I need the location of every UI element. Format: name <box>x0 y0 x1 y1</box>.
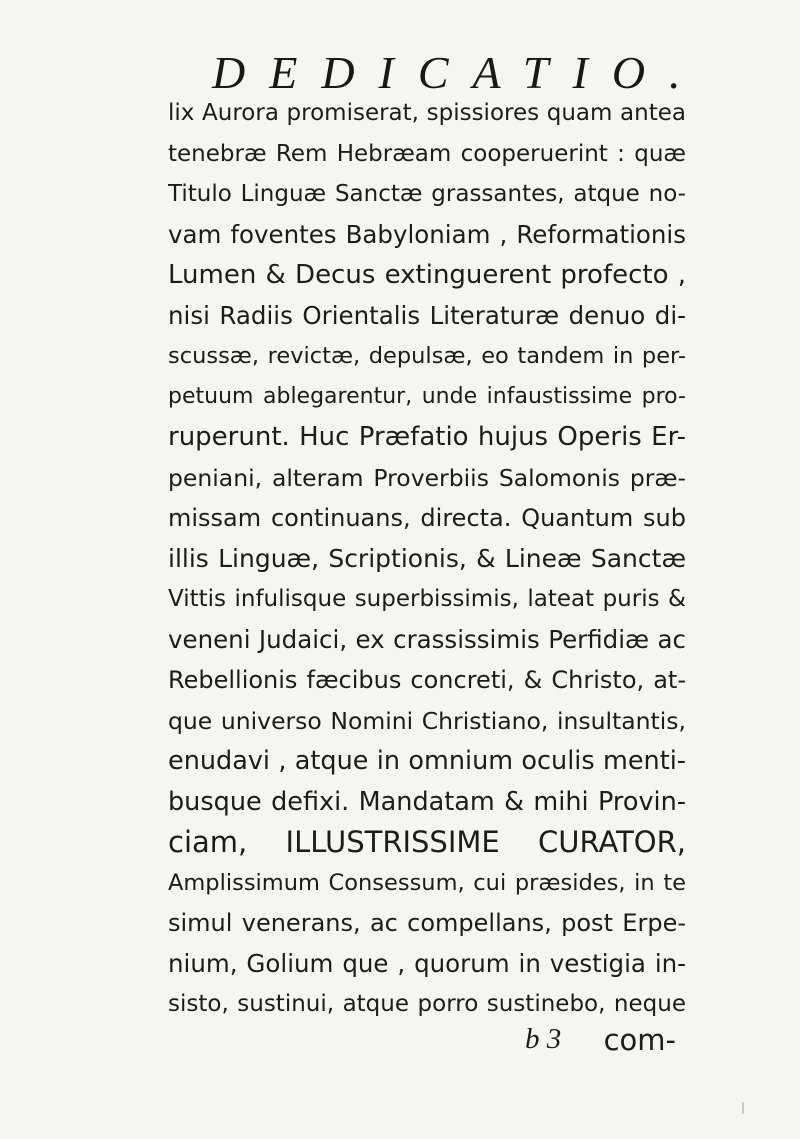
text-line: peniani, alteram Proverbiis Salomonis præ- <box>168 463 686 492</box>
catchword: com- <box>603 1023 676 1057</box>
text-line: Titulo Linguæ Sanctæ grassantes, atque no- <box>168 181 686 207</box>
text-line: ciam, ILLUSTRISSIME CURATOR, <box>168 825 686 859</box>
text-line: veneni Judaici, ex crassissimis Perfidiæ ac <box>168 624 686 654</box>
text-line: ruperunt. Huc Præfatio hujus Operis Er- <box>168 422 686 452</box>
text-line: illis Linguæ, Scriptionis, & Lineæ Sanctæ <box>168 543 686 573</box>
text-line: Lumen & Decus extinguerent profecto , <box>168 260 686 290</box>
page-heading: DEDICATIO. <box>212 47 705 98</box>
text-line: missam continuans, directa. Quantum sub <box>168 504 686 532</box>
signature-mark: b 3 <box>525 1023 562 1055</box>
text-line: tenebræ Rem Hebræam cooperuerint : quæ <box>168 140 686 167</box>
text-line: sisto, sustinui, atque porro sustinebo, neque <box>168 991 686 1017</box>
text-line: Rebellionis fæcibus concreti, & Christo, at- <box>168 666 686 694</box>
text-line: lix Aurora promiserat, spissiores quam antea <box>168 100 686 126</box>
text-line: que universo Nomini Christiano, insultantis, <box>168 706 686 735</box>
text-line: scussæ, revictæ, depulsæ, eo tandem in per- <box>168 343 686 369</box>
text-line: busque defixi. Mandatam & mihi Provin- <box>168 786 686 817</box>
paper-mark <box>742 1102 744 1114</box>
body-text <box>168 93 686 1025</box>
text-line: nisi Radiis Orientalis Literaturæ denuo di- <box>168 300 686 330</box>
text-line: Vittis infulisque superbissimis, lateat puris & <box>168 586 686 612</box>
page-footer <box>168 1023 686 1063</box>
text-line: enudavi , atque in omnium oculis menti- <box>168 746 686 776</box>
text-line: Amplissimum Consessum, cui præsides, in te <box>168 869 686 896</box>
text-line: nium, Golium que , quorum in vestigia in- <box>168 948 686 978</box>
text-line: vam foventes Babyloniam , Reformationis <box>168 219 686 249</box>
text-line: petuum ablegarentur, unde infaustissime pro- <box>168 383 686 409</box>
text-line: simul venerans, ac compellans, post Erpe- <box>168 909 686 937</box>
